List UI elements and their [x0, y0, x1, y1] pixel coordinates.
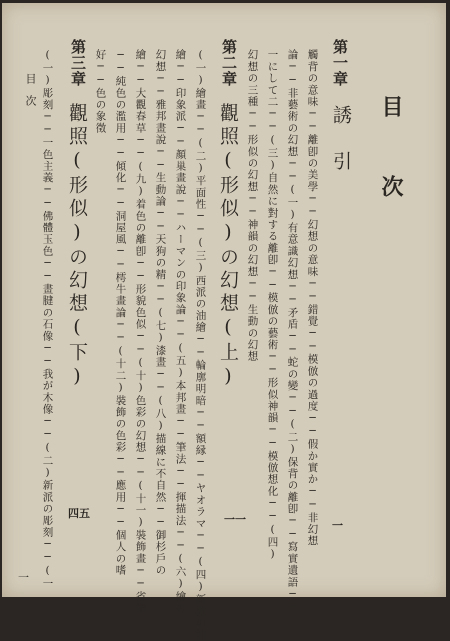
chapter1-line: 論──非藝術の幻想──(一)有意識幻想──矛盾──蛇の變──(二)保背の離卽──寫實遺語──	[286, 49, 299, 615]
chapter2-label: 第二章	[220, 39, 238, 87]
chapter2-line: (一)繪畫──(二)平面性──(三)西派の油繪──輪廓明暗──額縁──ヤオラマ──(四)新派の油	[194, 49, 207, 641]
chapter1-line: 觸背の意味──離卽の美學──幻想の意味──錯覺──模倣の過度──假か實か──非幻想	[306, 49, 319, 547]
chapter2-line: 繪──大觀春草──(九)着色の離卽──形貌色似──(十)色彩の幻想──(十一)裝飾畫──省筆	[134, 49, 147, 615]
chapter3-title: 觀照(形似)の幻想(下)	[66, 103, 88, 391]
toc-title: 目 次	[378, 95, 404, 215]
chapter1-line: 幻想の三種──形似の幻想──神韻の幻想──生動の幻想	[246, 49, 259, 363]
chapter2-line: 幻想──雅邦畫說──生動論──天狗の精──(七)漆畫──(八)描線に不自然──御杉戶の	[154, 49, 167, 577]
chapter2-line: 繪──印象派──顏巢畫說──ハーマンの印象論──(五)本邦畫──筆法──揮描法──(六)繪の	[174, 49, 187, 615]
chapter1-page: 一	[332, 519, 343, 532]
book-page	[2, 3, 446, 641]
chapter2-page: 一一	[224, 513, 246, 526]
chapter3-label: 第三章	[69, 39, 87, 87]
chapter2-line: 好──色の象徵	[94, 49, 107, 134]
footer-label: 目 次	[24, 73, 37, 106]
chapter1-label: 第一章	[331, 39, 349, 87]
footer-page: 一	[18, 571, 29, 584]
chapter2-title: 觀照(形似)の幻想(上)	[217, 103, 239, 391]
chapter3-page: 四五	[68, 507, 90, 520]
chapter2-line: ──純色の濫用──傾化──洞屋風──樗牛畫論──(十二)裝飾の色彩──應用──個人の嗜	[114, 49, 127, 577]
chapter3-line: (一)彫刻──一色主義──佛體玉色──畫腱の石像──我が木像──(二)新派の彫刻──(一	[41, 49, 54, 590]
chapter1-line: 一にして二──(三)自然に對する離卽──模倣の藝術──形似神韻──模倣想化──(四)	[266, 49, 279, 562]
chapter1-title: 誘 引	[330, 105, 352, 174]
